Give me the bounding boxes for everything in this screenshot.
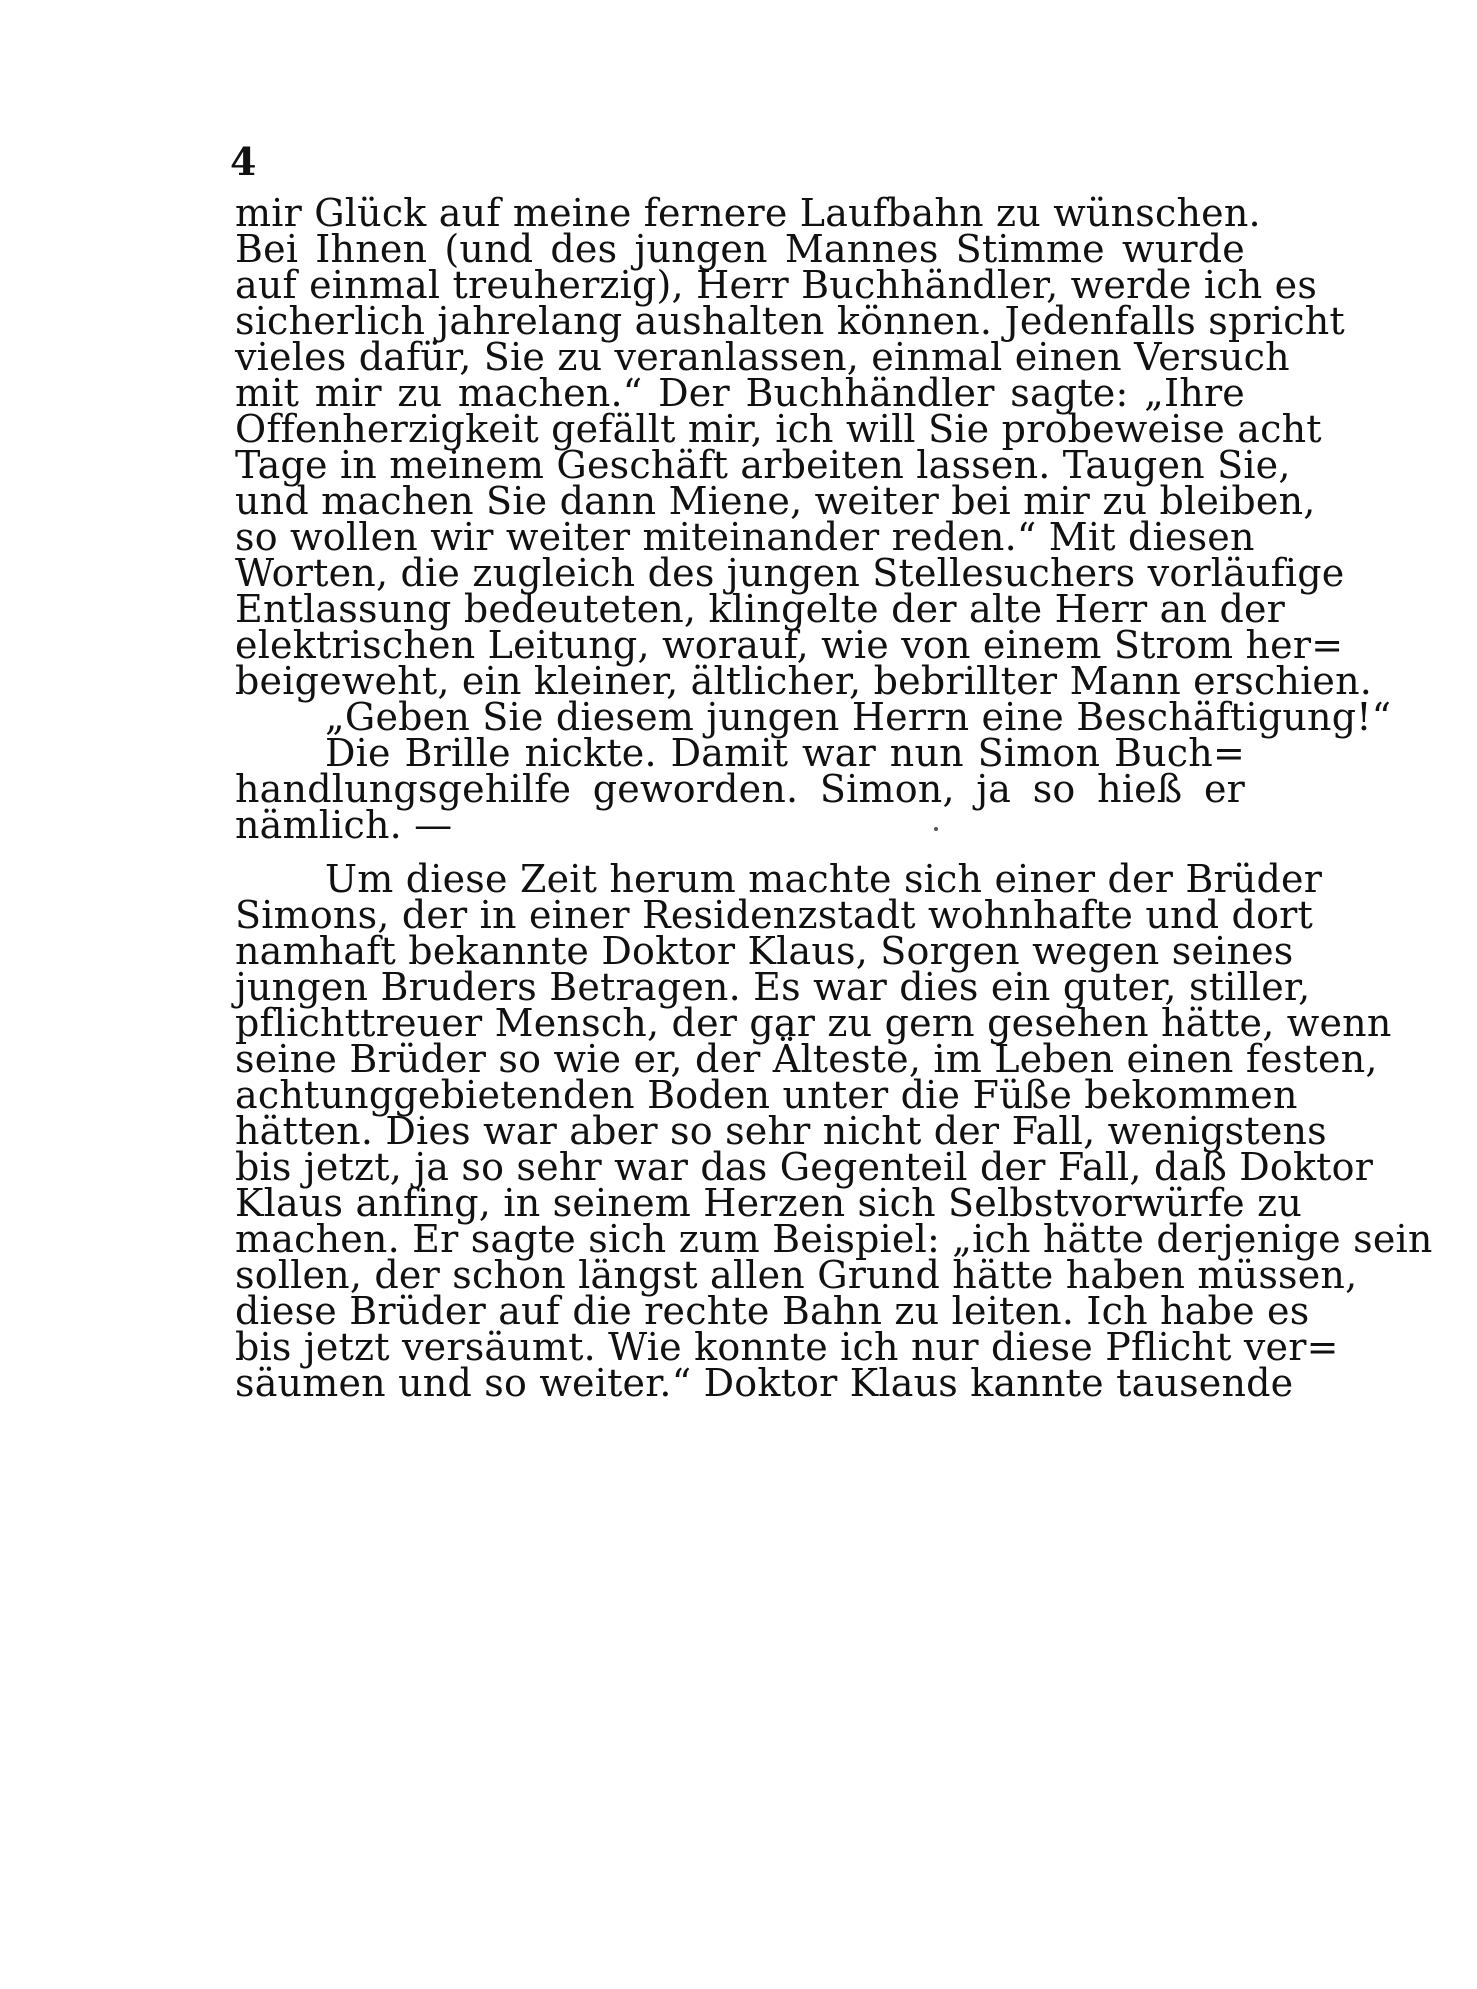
text-line: Worten, die zugleich des jungen Stellesuchers vorläufige [235, 551, 1345, 595]
text-line: so wollen wir weiter miteinander reden.“ Mit diesen [235, 515, 1255, 559]
text-line: sollen, der schon längst allen Grund hätte haben müssen, [235, 1253, 1358, 1297]
text-line: Die Brille nickte. Damit war nun Simon Buch= [325, 731, 1245, 775]
text-line: säumen und so weiter.“ Doktor Klaus kannte tausende [235, 1361, 1294, 1405]
text-line: Entlassung bedeuteten, klingelte der alte Herr an der [235, 587, 1286, 631]
text-line: bis jetzt, ja so sehr war das Gegenteil der Fall, daß Doktor [235, 1145, 1374, 1189]
text-line: nämlich. — [235, 803, 453, 847]
text-line: pflichttreuer Mensch, der gar zu gern gesehen hätte, wenn [235, 1001, 1392, 1045]
page-number: 4 [230, 139, 257, 184]
text-line: jungen Bruders Betragen. Es war dies ein guter, stiller, [235, 965, 1311, 1009]
text-line: namhaft bekannte Doktor Klaus, Sorgen wegen seines [235, 929, 1294, 973]
text-line: machen. Er sagte sich zum Beispiel: „ich hätte derjenige sein [235, 1217, 1433, 1261]
text-line: diese Brüder auf die rechte Bahn zu leiten. Ich habe es [235, 1289, 1310, 1333]
text-line: Klaus anfing, in seinem Herzen sich Selbstvorwürfe zu [235, 1181, 1302, 1225]
text-line: auf einmal treuherzig), Herr Buchhändler, werde ich es [235, 263, 1318, 307]
text-line: mir Glück auf meine fernere Laufbahn zu wünschen. [235, 191, 1261, 235]
text-line: vieles dafür, Sie zu veranlassen, einmal einen Versuch [235, 335, 1290, 379]
quote-line: „Geben Sie diesem jungen Herrn eine Beschäftigung!“ [325, 695, 1392, 739]
text-line: bis jetzt versäumt. Wie konnte ich nur diese Pflicht ver= [235, 1325, 1339, 1369]
text-line: elektrischen Leitung, worauf, wie von einem Strom her= [235, 623, 1344, 667]
text-line: Bei Ihnen (und des jungen Mannes Stimme wurde [235, 227, 1245, 271]
text-line: Um diese Zeit herum machte sich einer der Brüder [325, 857, 1323, 901]
text-line: sicherlich jahrelang aushalten können. Jedenfalls spricht [235, 299, 1345, 343]
text-line: Tage in meinem Geschäft arbeiten lassen. Taugen Sie, [235, 443, 1291, 487]
text-line: mit mir zu machen.“ Der Buchhändler sagte: „Ihre [235, 371, 1245, 415]
text-line: und machen Sie dann Miene, weiter bei mir zu bleiben, [235, 479, 1316, 523]
text-line: hätten. Dies war aber so sehr nicht der Fall, wenigstens [235, 1109, 1327, 1153]
print-dot [934, 827, 938, 831]
text-line: seine Brüder so wie er, der Älteste, im Leben einen festen, [235, 1037, 1378, 1081]
text-line: achtunggebietenden Boden unter die Füße bekommen [235, 1073, 1298, 1117]
text-line: beigeweht, ein kleiner, ältlicher, bebrillter Mann erschien. [235, 659, 1373, 703]
text-line: Simons, der in einer Residenzstadt wohnhafte und dort [235, 893, 1313, 937]
text-line: handlungsgehilfe geworden. Simon, ja so hieß er [235, 767, 1245, 811]
text-line: Offenherzigkeit gefällt mir, ich will Sie probeweise acht [235, 407, 1322, 451]
